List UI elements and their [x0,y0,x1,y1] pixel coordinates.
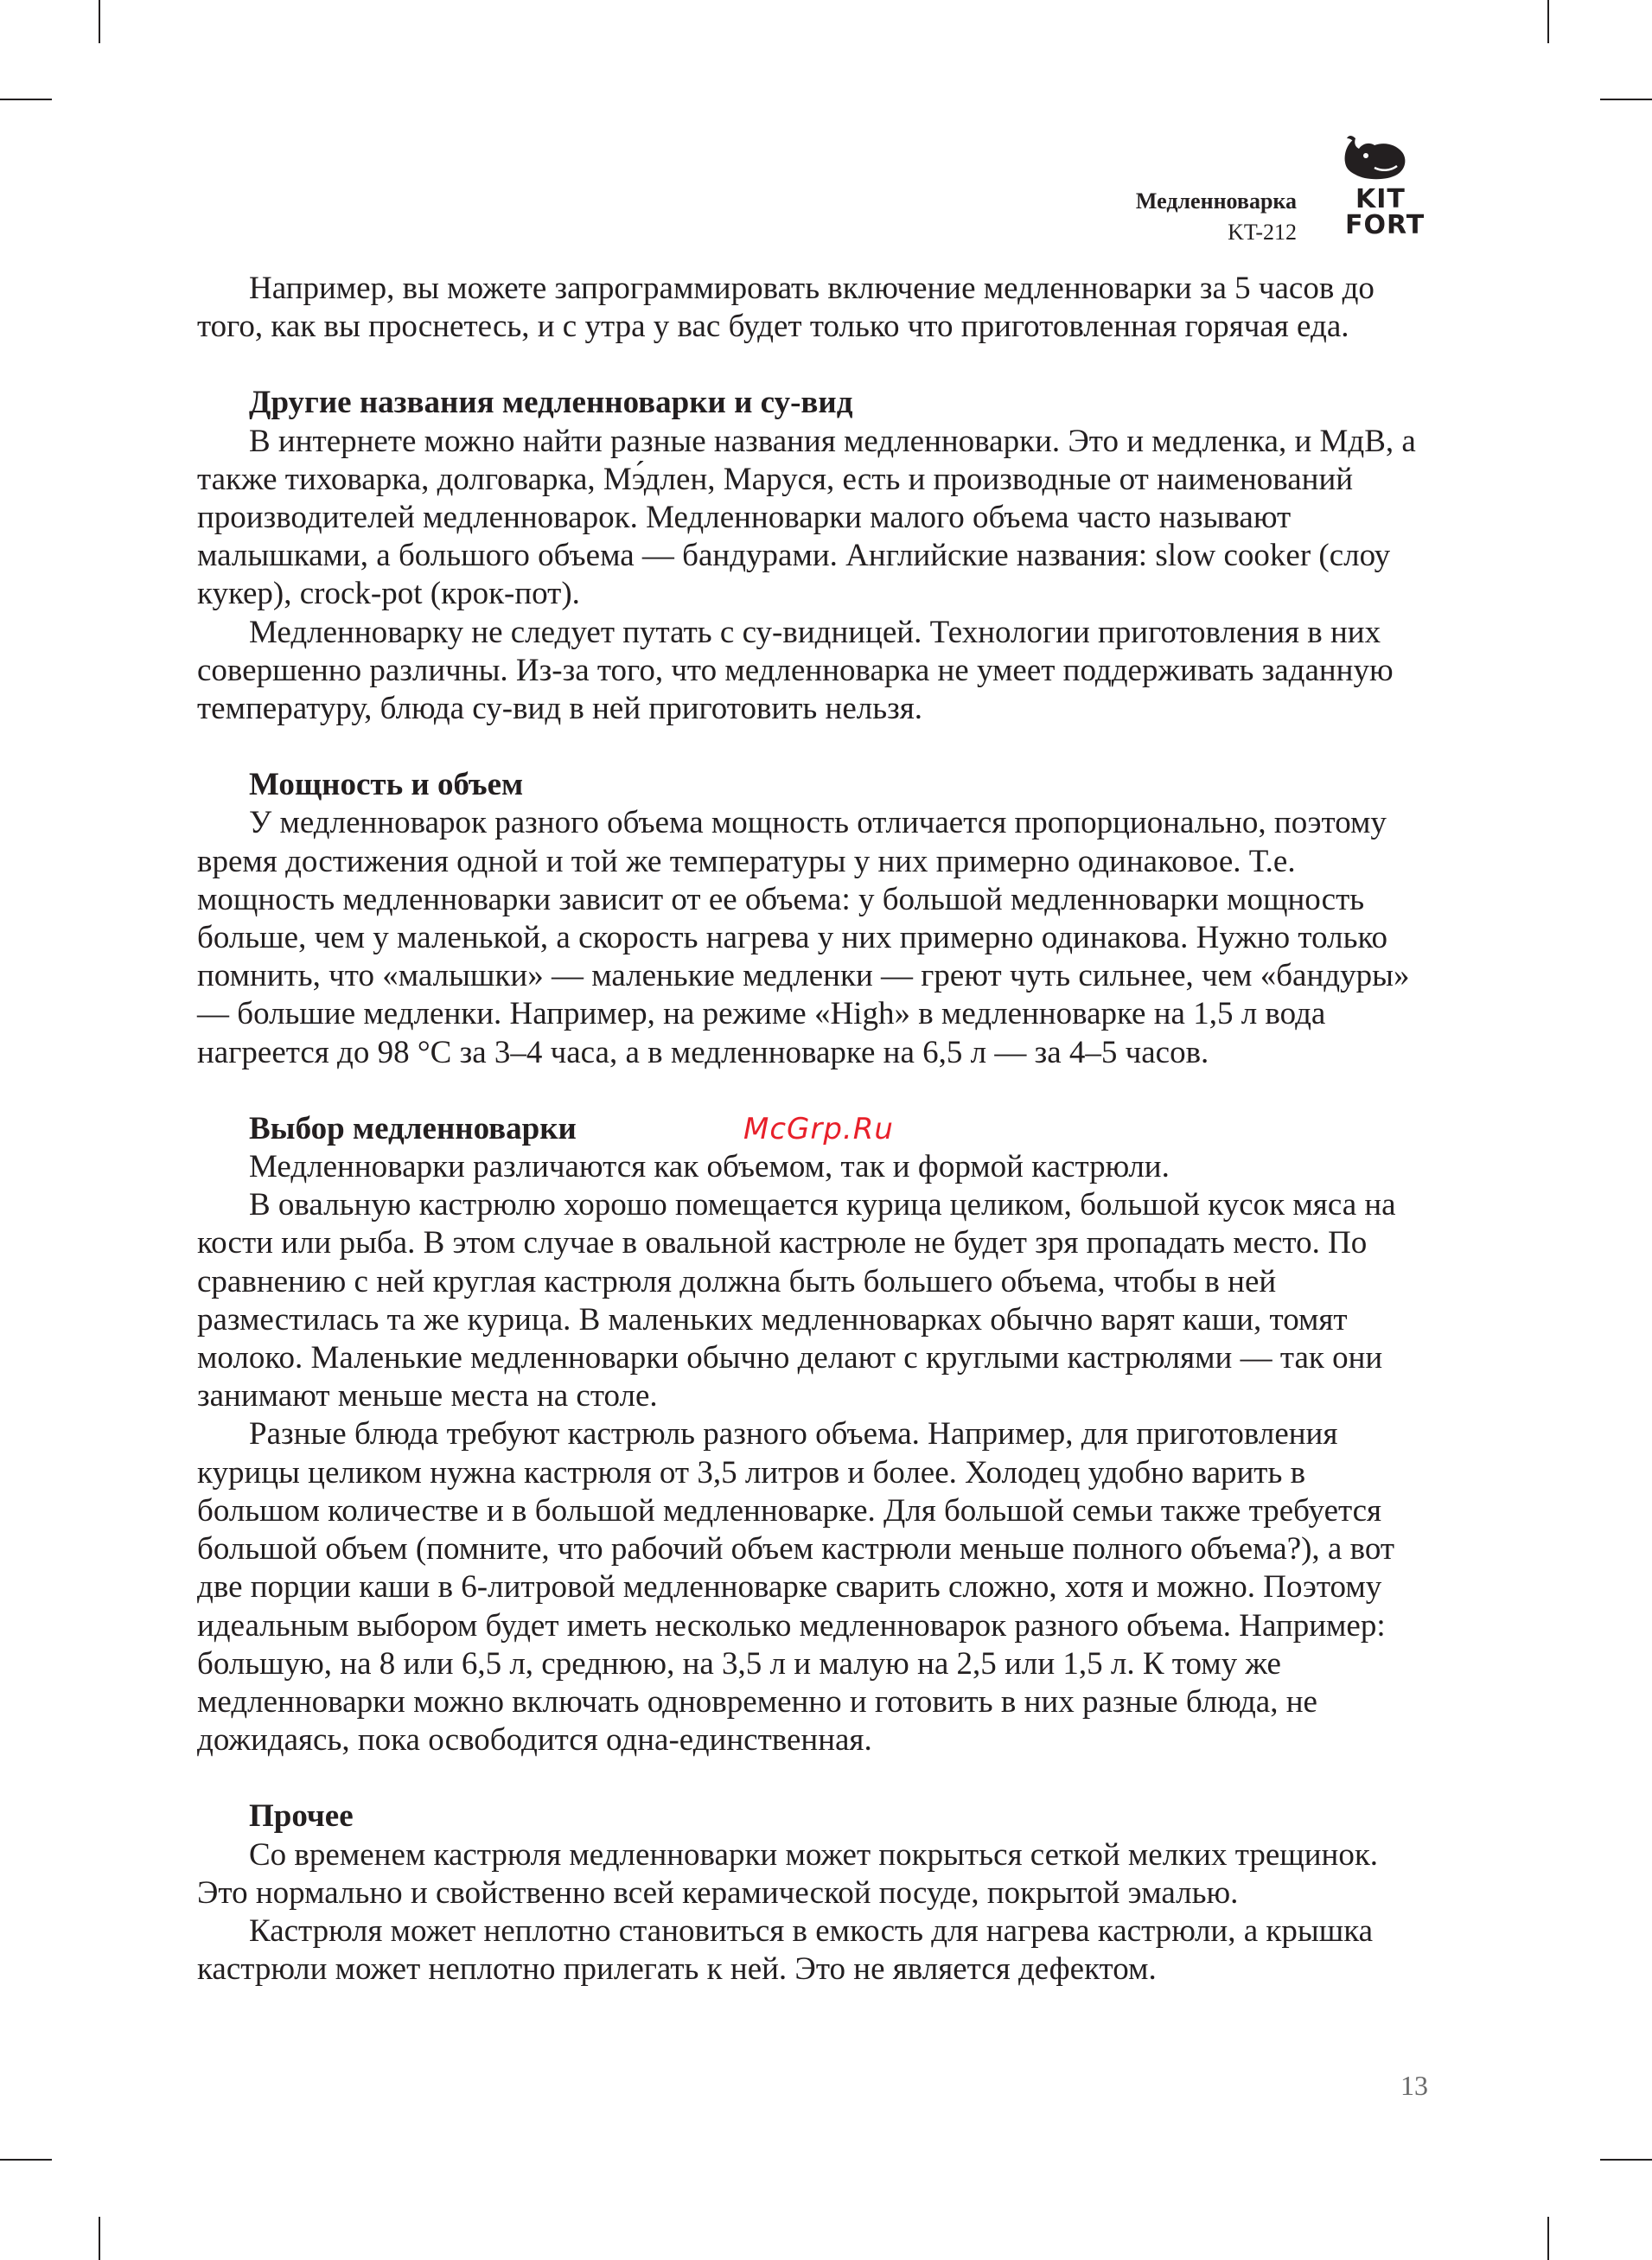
crop-mark [0,2159,52,2161]
page-number: 13 [1400,2070,1428,2101]
page-header [1037,130,1435,251]
watermark: McGrp.Ru [743,1112,894,1146]
section-paragraph: Медленноварку не следует путать с су-видницей. Технологии приготовления в них совершенно различны. Из-за того, что медленноварка не умеет поддерживать заданную температуру, блюда су-вид в ней приготовить нельзя. [197,614,1394,727]
kitfort-logo [1314,130,1435,242]
section-paragraph: Медленноварки различаются как объемом, так и формой кастрюли. [249,1149,1170,1185]
header-product: Медленноварка [1135,188,1297,214]
section-paragraph: В интернете можно найти разные названия медленноварки. Это и медленка, и МдВ, а также тиховарка, долговарка, Мэ́длен, Маруся, есть и производные от наименований производителей медленноварок. Медленноварки малого объема часто называют малышками, а большого объема — бандурами. Английские названия: slow cooker (слоу кукер), crock-pot (крок-пот). [197,423,1416,612]
section-title: Выбор медленноварки [249,1110,577,1146]
whale-icon [1340,133,1409,182]
crop-mark [1547,0,1549,43]
section-paragraph: Разные блюда требуют кастрюль разного объема. Например, для приготовления курицы целиком нужна кастрюля от 3,5 литров и более. Холодец удобно варить в большом количестве и в большой медленноварке. Для большой семьи также требуется большой объем (помните, что рабочий объем кастрюли меньше полного объема?), а вот две порции каши в 6-литровой медленноварке сварить сложно, хотя и можно. Поэтому идеальным выбором будет иметь несколько медленноварок разного объема. Например: большую, на 8 или 6,5 л, среднюю, на 3,5 л и малую на 2,5 или 1,5 л. К тому же медленноварки можно включать одновременно и готовить в них разные блюда, не дожидаясь, пока освободится одна-единственная. [197,1416,1395,1759]
crop-mark [1600,2159,1652,2161]
section-paragraph: Кастрюля может неплотно становиться в емкость для нагрева кастрюли, а крышка кастрюли может неплотно прилегать к ней. Это не является дефектом. [197,1912,1374,1988]
header-model: KT-212 [1228,220,1297,245]
section-title: Другие названия медленноварки и су-вид [249,385,853,421]
section-paragraph: В овальную кастрюлю хорошо помещается курица целиком, большой кусок мяса на кости или рыба. В этом случае в овальной кастрюле не будет зря пропадать место. По сравнению с ней круглая кастрюля должна быть большего объема, чтобы в ней разместилась та же курица. В маленьких медленноварках обычно варят каши, томят молоко. Маленькие медленноварки обычно делают с круглыми кастрюлями — так они занимают меньше места на столе. [197,1187,1396,1414]
crop-mark [1547,2217,1549,2260]
crop-mark [1600,99,1652,100]
section-paragraph: У медленноварок разного объема мощность отличается пропорционально, поэтому время достижения одной и той же температуры у них примерно одинаковое. Т.е. мощность медленноварки зависит от ее объема: у большой медленноварки мощность больше, чем у маленькой, а скорость нагрева у них примерно одинакова. Нужно только помнить, что «малышки» — маленькие медленки — греют чуть сильнее, чем «бандуры» — большие медленки. Например, на режиме «High» в медленноварке на 1,5 л вода нагреется до 98 °С за 3–4 часа, а в медленноварке на 6,5 л — за 4–5 часов. [197,805,1410,1070]
crop-mark [0,99,52,100]
crop-mark [99,0,100,43]
intro-paragraph: Например, вы можете запрограммировать включение медленноварки за 5 часов до того, как вы проснетесь, и с утра у вас будет только что приготовленная горячая еда. [197,271,1375,345]
logo-line-2: FORT [1345,210,1426,240]
crop-mark [99,2217,100,2260]
section-paragraph: Со временем кастрюля медленноварки может покрыться сеткой мелких трещинок. Это нормально и свойственно всей керамической посуде, покрытой эмалью. [197,1836,1379,1911]
header-text [1136,186,1297,248]
section-title: Мощность и объем [249,767,524,803]
logo-line-1: KIT [1355,184,1406,214]
section-title: Прочее [249,1798,354,1835]
